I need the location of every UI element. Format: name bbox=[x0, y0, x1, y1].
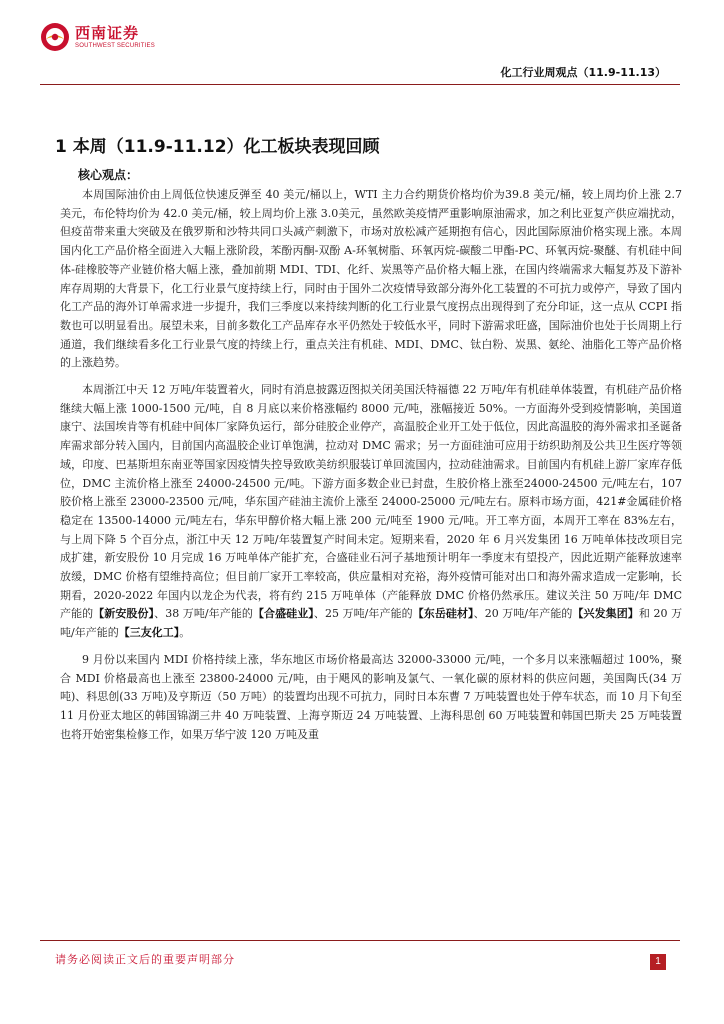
paragraph-mdi: 9 月份以来国内 MDI 价格持续上涨，华东地区市场价格最高达 32000-33000 元/吨，一个多月以来涨幅超过 100%，聚合 MDI 价格最高也上涨至 23800-24000 元/吨，由于飓风的影响及氯气、一氧化碳的原材料的供应问题，美国陶氏(34 万吨)、科思创(33 万吨)及亨斯迈（50 万吨）的装置均出现不可抗力，同时日本东曹 7 万吨装置也处于停车状态，而 10 月下旬至 11 月份亚太地区的韩国锦湖三井 40 万吨装置、上海亨斯迈 24 万吨装置、上海科思创 60 万吨装置和韩国巴斯夫 25 万吨装置也将开始密集检修工作，如果万华宁波 120 万吨及重 bbox=[60, 652, 682, 741]
silicone-text: 、25 万吨/年产能的 bbox=[313, 607, 413, 621]
brand-logo bbox=[40, 22, 155, 52]
silicone-text: 、20 万吨/年产能的 bbox=[473, 607, 573, 621]
stock-highlight: 【兴发集团】 bbox=[572, 607, 639, 621]
footer-divider bbox=[40, 940, 680, 941]
section-heading: 1 本周（11.9-11.12）化工板块表现回顾 bbox=[55, 137, 380, 157]
core-view-label: 核心观点： bbox=[78, 168, 139, 182]
page-number: 1 bbox=[650, 954, 666, 970]
report-title-tag: 化工行业周观点（11.9-11.13） bbox=[500, 66, 666, 79]
page-header bbox=[40, 22, 680, 80]
disclaimer-note: 请务必阅读正文后的重要声明部分 bbox=[55, 953, 235, 966]
silicone-text: 、38 万吨/年产能的 bbox=[154, 607, 253, 621]
stock-highlight: 【合盛硅业】 bbox=[252, 607, 314, 621]
logo-chinese-name: 西南证券 bbox=[75, 23, 140, 42]
header-divider bbox=[40, 84, 680, 85]
silicone-text: 本周浙江中天 12 万吨/年装置着火，同时有消息披露迈图拟关闭美国沃特福德 22 万吨/年有机硅单体装置，有机硅产品价格继续大幅上涨 1000-1500 元/吨，自 8 月底以来价格涨幅约 8000 元/吨，涨幅接近 50%。一方面海外受到疫情影响，美国道康宁、法国埃肯等有机硅中间体厂家降负运行，部分硅胶企业停产，高温胶企业开工处于低位，因此高温胶的海外需求扣圣诞备库需求部分转入国内，目前国内高温胶企业订单饱满，拉动对 DMC 需求；另一方面硅油可应用于纺织助剂及公共卫生医疗等领域，印度、巴基斯坦东南亚等国家因疫情失控导致欧美纺织服装订单回流国内，拉动硅油需求。目前国内有机硅上游厂家库存低位，DMC 主流价格上涨至 24000-24500 元/吨。下游方面多数企业已封盘，生胶价格上涨至24000-24500 元/吨左右，107 胶价格上涨至 23000-23500 元/吨，华东国产硅油主流价上涨至 24000-25000 元/吨左右。原料市场方面，421#金属硅价格稳定在 13500-14000 元/吨左右，华东甲醇价格大幅上涨 200 元/吨至 1900 元/吨。开工率方面，本周开工率在 83%左右，与上周下降 5 个百分点，浙江中天 12 万吨/年装置复产时间未定。短期来看，2020 年 6 月兴发集团 16 万吨单体技改项目完成扩建，新安股份 10 月完成 16 万吨单体产能扩充，合盛硅业石河子基地预计明年一季度末有望投产，因此近期产能释放速率放缓，DMC 价格有望维持高位；但目前厂家开工率较高，供应量相对充裕，海外疫情可能对出口和海外需求造成一定影响，长期看，2020-2022 年国内以龙企为代表，将有约 215 万吨单体（产能释放 DMC 价格仍然承压。建议关注 50 万吨/年 DMC 产能的 bbox=[60, 383, 682, 621]
silicone-text: 和 20 万吨/年产能的 bbox=[60, 607, 683, 640]
logo-english-name: SOUTHWEST SECURITIES bbox=[75, 42, 155, 49]
article-body bbox=[60, 186, 682, 752]
silicone-text: 。 bbox=[179, 626, 191, 640]
stock-highlight: 【三友化工】 bbox=[118, 626, 180, 640]
paragraph-oil-market: 本周国际油价由上周低位快速反弹至 40 美元/桶以上，WTI 主力合约期货价格均价为39.8 美元/桶，较上周均价上涨 2.7 美元，布伦特均价为 42.0 美元/桶，较上周均价上涨 3.0美元，虽然欧美疫情严重影响原油需求，加之利比亚复产供应端扰动，但疫苗带来重大突破及在俄罗斯和沙特共同口头减产刺激下，市场对放松减产延期抱有信心，因此国际原油价格实现上涨。本周国内化工产品价格全面进入大幅上涨阶段，苯酚丙酮-双酚 A-环氧树脂、环氧丙烷-碳酸二甲酯-PC、环氧丙烷-聚醚、有机硅中间体-硅橡胶等产业链价格大幅上涨，叠加前期 MDI、TDI、化纤、炭黑等产品价格大幅上涨，在国内终端需求大幅复苏及下游补库存周期的大背景下，化工行业景气度持续上行，同时由于国外二次疫情导致部分海外化工装置的不可抗力或停产，导致了国内化工产品的海外订单需求进一步提升，我们三季度以来持续判断的化工行业景气度拐点出现得到了充分印证，这一点从 CCPI 指数也可以明显看出。展望未来，目前多数化工产品库存水平仍然处于较低水平，同时下游需求旺盛，国际油价也处于长周期上行通道，我们继续看多化工行业景气度的持续上行，重点关注有机硅、MDI、DMC、钛白粉、炭黑、氨纶、油脂化工等产品价格的上涨趋势。 bbox=[60, 188, 682, 370]
paragraph-silicone bbox=[60, 381, 682, 643]
logo-emblem-icon bbox=[40, 22, 70, 52]
stock-highlight: 【东岳硅材】 bbox=[412, 607, 474, 621]
stock-highlight: 【新安股份】 bbox=[93, 607, 155, 621]
